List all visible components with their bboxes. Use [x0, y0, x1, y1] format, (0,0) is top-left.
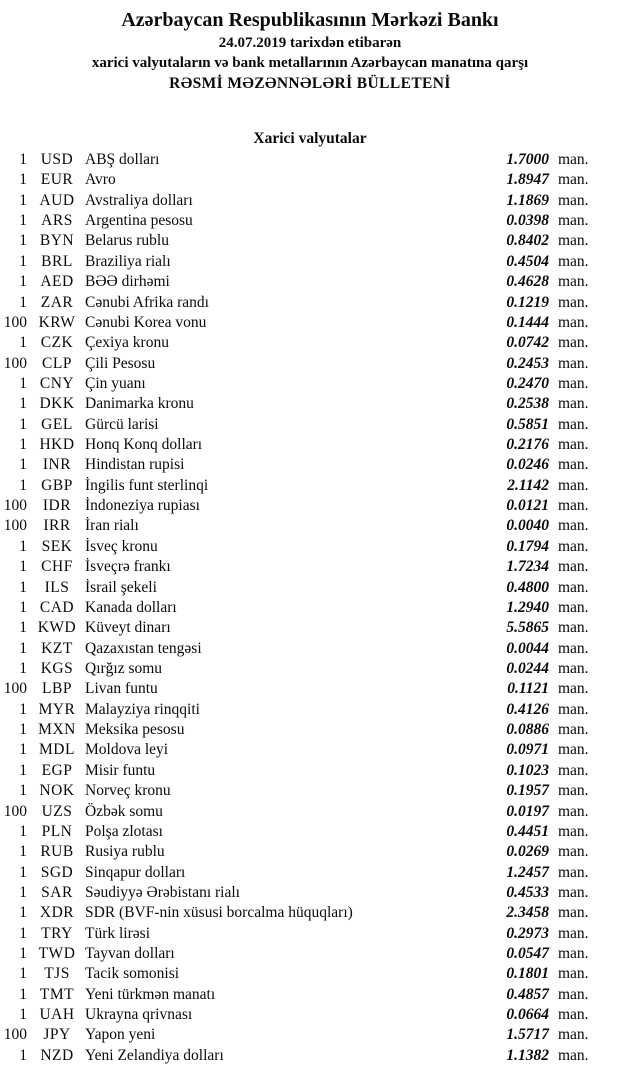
quantity-cell: 100	[3, 354, 27, 372]
unit-cell: man.	[558, 883, 589, 901]
date-line: 24.07.2019 tarixdən etibarən	[218, 35, 402, 51]
quantity-cell: 1	[19, 334, 27, 352]
currency-name-cell: Yeni türkmən manatı	[85, 985, 216, 1003]
currency-name-cell: Livan funtu	[85, 680, 158, 698]
table-row	[0, 557, 620, 577]
unit-cell: man.	[558, 151, 589, 168]
rate-cell: 0.1801	[506, 965, 549, 983]
currency-name-cell: Tayvan dolları	[85, 945, 175, 963]
quantity-cell: 1	[19, 293, 27, 311]
quantity-cell: 1	[19, 415, 27, 433]
currency-name-cell: Kanada dolları	[85, 598, 177, 616]
currency-code-cell: SAR	[41, 883, 73, 901]
currency-name-cell: Meksika pesosu	[85, 721, 185, 739]
table-row	[0, 720, 620, 740]
quantity-cell: 100	[3, 802, 27, 820]
currency-name-cell: Malayziya rinqqiti	[85, 700, 200, 718]
currency-name-cell: Qırğız somu	[85, 659, 163, 677]
quantity-cell: 1	[19, 822, 27, 840]
bulletin-title: RƏSMİ MƏZƏNNƏLƏRİ BÜLLETENİ	[169, 75, 451, 92]
rate-cell: 0.4451	[506, 822, 549, 840]
quantity-cell: 1	[19, 700, 27, 718]
table-row	[0, 740, 620, 760]
unit-cell: man.	[558, 171, 589, 189]
unit-cell: man.	[558, 232, 589, 250]
unit-cell: man.	[558, 252, 589, 270]
currency-name-cell: Ukrayna qrivnası	[85, 1006, 193, 1024]
unit-cell: man.	[558, 415, 589, 433]
unit-cell: man.	[558, 293, 589, 311]
unit-cell: man.	[558, 782, 589, 800]
currency-code-cell: ARS	[41, 212, 73, 230]
quantity-cell: 1	[19, 761, 27, 779]
quantity-cell: 1	[19, 1046, 27, 1064]
rate-cell: 5.5865	[506, 619, 549, 637]
currency-name-cell: Avro	[85, 171, 116, 189]
rate-cell: 0.0269	[506, 843, 549, 861]
quantity-cell: 1	[19, 151, 27, 168]
quantity-cell: 100	[3, 313, 27, 331]
currency-code-cell: TJS	[44, 965, 70, 983]
unit-cell: man.	[558, 476, 589, 494]
table-row	[0, 272, 620, 292]
table-row	[0, 516, 620, 536]
unit-cell: man.	[558, 802, 589, 820]
currency-code-cell: LBP	[42, 680, 72, 698]
table-row	[0, 639, 620, 659]
quantity-cell: 1	[19, 252, 27, 270]
currency-code-cell: NOK	[39, 782, 75, 800]
currency-code-cell: KZT	[41, 639, 73, 657]
rate-cell: 1.5717	[506, 1026, 549, 1044]
quantity-cell: 100	[3, 517, 27, 535]
table-row	[0, 618, 620, 638]
rate-cell: 0.0197	[506, 802, 549, 820]
quantity-cell: 1	[19, 374, 27, 392]
currency-code-cell: CHF	[41, 558, 73, 576]
currency-name-cell: Küveyt dinarı	[85, 619, 171, 637]
section-title: Xarici valyutalar	[253, 130, 367, 147]
quantity-cell: 1	[19, 659, 27, 677]
table-row	[0, 883, 620, 903]
currency-name-cell: İran rialı	[85, 517, 139, 535]
rate-cell: 0.4628	[506, 273, 549, 291]
unit-cell: man.	[558, 659, 589, 677]
currency-name-cell: İsveç kronu	[85, 537, 158, 555]
rate-cell: 0.0040	[506, 517, 549, 535]
unit-cell: man.	[558, 313, 589, 331]
rate-cell: 0.1444	[506, 313, 549, 331]
quantity-cell: 1	[19, 191, 27, 209]
table-row	[0, 1025, 620, 1045]
currency-name-cell: Polşa zlotası	[85, 822, 163, 840]
currency-name-cell: Çin yuanı	[85, 374, 146, 392]
quantity-cell: 1	[19, 924, 27, 942]
currency-name-cell: SDR (BVF-nin xüsusi borcalma hüquqları)	[85, 904, 353, 922]
table-row	[0, 333, 620, 353]
quantity-cell: 1	[19, 843, 27, 861]
table-row	[0, 578, 620, 598]
quantity-cell: 1	[19, 721, 27, 739]
currency-name-cell: Honq Konq dolları	[85, 436, 203, 454]
unit-cell: man.	[558, 191, 589, 209]
currency-name-cell: Argentina pesosu	[85, 212, 193, 230]
table-row	[0, 455, 620, 475]
currency-code-cell: KWD	[37, 619, 77, 637]
table-row	[0, 252, 620, 272]
currency-name-cell: Braziliya rialı	[85, 252, 171, 270]
unit-cell: man.	[558, 273, 589, 291]
currency-name-cell: Çili Pesosu	[85, 354, 156, 372]
quantity-cell: 1	[19, 537, 27, 555]
currency-code-cell: BRL	[41, 252, 73, 270]
table-row	[0, 293, 620, 313]
currency-name-cell: Norveç kronu	[85, 782, 171, 800]
table-row	[0, 802, 620, 822]
table-row	[0, 985, 620, 1005]
currency-code-cell: NZD	[40, 1046, 74, 1064]
table-row	[0, 394, 620, 414]
currency-code-cell: KGS	[40, 659, 74, 677]
quantity-cell: 1	[19, 232, 27, 250]
currency-name-cell: Gürcü larisi	[85, 415, 159, 433]
currency-name-cell: Türk lirəsi	[85, 924, 150, 942]
currency-code-cell: ILS	[44, 578, 70, 596]
currency-name-cell: Səudiyyə Ərəbistanı rialı	[85, 883, 240, 901]
currency-code-cell: CLP	[42, 354, 72, 372]
table-row	[0, 354, 620, 374]
currency-code-cell: SEK	[41, 537, 73, 555]
currency-code-cell: MXN	[38, 721, 76, 739]
quantity-cell: 1	[19, 212, 27, 230]
rate-cell: 1.8947	[506, 171, 549, 189]
unit-cell: man.	[558, 761, 589, 779]
currency-name-cell: Cənubi Korea vonu	[85, 313, 207, 331]
subtitle-line: xarici valyutaların və bank metallarının Azərbaycan manatına qarşı	[91, 55, 529, 71]
quantity-cell: 1	[19, 639, 27, 657]
table-row	[0, 170, 620, 190]
currency-name-cell: ABŞ dolları	[85, 151, 160, 168]
unit-cell: man.	[558, 578, 589, 596]
quantity-cell: 1	[19, 985, 27, 1003]
bank-title: Azərbaycan Respublikasının Mərkəzi Bankı	[121, 9, 499, 31]
table-row	[0, 842, 620, 862]
rate-cell: 0.0886	[506, 721, 549, 739]
currency-code-cell: USD	[40, 151, 74, 168]
table-row	[0, 211, 620, 231]
quantity-cell: 1	[19, 741, 27, 759]
unit-cell: man.	[558, 374, 589, 392]
quantity-cell: 1	[19, 619, 27, 637]
currency-code-cell: INR	[42, 456, 72, 474]
rate-cell: 2.3458	[506, 904, 549, 922]
quantity-cell: 1	[19, 1006, 27, 1024]
table-row	[0, 496, 620, 516]
unit-cell: man.	[558, 558, 589, 576]
table-row	[0, 944, 620, 964]
currency-name-cell: Misir funtu	[85, 761, 156, 779]
table-row	[0, 924, 620, 944]
table-row	[0, 863, 620, 883]
quantity-cell: 1	[19, 863, 27, 881]
bulletin-header	[0, 0, 620, 94]
table-row	[0, 231, 620, 251]
currency-name-cell: Rusiya rublu	[85, 843, 165, 861]
quantity-cell: 1	[19, 782, 27, 800]
unit-cell: man.	[558, 497, 589, 515]
currency-code-cell: RUB	[40, 843, 74, 861]
currency-code-cell: IDR	[42, 497, 72, 515]
currency-name-cell: BƏƏ dirhəmi	[85, 273, 170, 291]
unit-cell: man.	[558, 1006, 589, 1024]
currency-code-cell: KRW	[38, 313, 76, 331]
currency-code-cell: BYN	[39, 232, 75, 250]
table-row	[0, 191, 620, 211]
currency-name-cell: Yapon yeni	[85, 1026, 156, 1044]
currency-code-cell: DKK	[39, 395, 75, 413]
currency-name-cell: Belarus rublu	[85, 232, 169, 250]
rate-cell: 0.0246	[506, 456, 549, 474]
rate-cell: 1.2940	[506, 598, 549, 616]
table-row	[0, 435, 620, 455]
quantity-cell: 1	[19, 598, 27, 616]
table-row	[0, 598, 620, 618]
currency-name-cell: Özbək somu	[85, 802, 163, 820]
rate-cell: 0.5851	[506, 415, 549, 433]
rate-cell: 1.2457	[506, 863, 549, 881]
currency-name-cell: Moldova leyi	[85, 741, 169, 759]
quantity-cell: 1	[19, 904, 27, 922]
currency-name-cell: İsveçrə frankı	[85, 558, 171, 576]
rate-cell: 0.0547	[506, 945, 549, 963]
unit-cell: man.	[558, 212, 589, 230]
table-row	[0, 700, 620, 720]
rates-table	[0, 150, 620, 1066]
quantity-cell: 1	[19, 395, 27, 413]
quantity-cell: 1	[19, 476, 27, 494]
currency-name-cell: İngilis funt sterlinqi	[85, 476, 209, 494]
currency-code-cell: PLN	[41, 822, 73, 840]
table-row	[0, 822, 620, 842]
quantity-cell: 1	[19, 273, 27, 291]
rate-cell: 0.0664	[506, 1006, 549, 1024]
unit-cell: man.	[558, 436, 589, 454]
unit-cell: man.	[558, 537, 589, 555]
rate-cell: 0.4126	[506, 700, 549, 718]
currency-code-cell: TMT	[39, 985, 75, 1003]
quantity-cell: 1	[19, 171, 27, 189]
unit-cell: man.	[558, 619, 589, 637]
unit-cell: man.	[558, 517, 589, 535]
currency-code-cell: JPY	[43, 1026, 71, 1044]
rate-cell: 0.0121	[506, 497, 549, 515]
rate-cell: 0.1023	[506, 761, 549, 779]
rate-cell: 1.1382	[506, 1046, 549, 1064]
table-row	[0, 537, 620, 557]
unit-cell: man.	[558, 1046, 589, 1064]
rate-cell: 0.2176	[506, 436, 549, 454]
rate-cell: 0.4857	[506, 985, 549, 1003]
quantity-cell: 1	[19, 456, 27, 474]
rate-cell: 0.2973	[506, 924, 549, 942]
currency-name-cell: İsrail şekeli	[85, 578, 157, 596]
unit-cell: man.	[558, 863, 589, 881]
unit-cell: man.	[558, 822, 589, 840]
rate-cell: 0.2453	[506, 354, 549, 372]
rate-cell: 0.0742	[506, 334, 549, 352]
unit-cell: man.	[558, 985, 589, 1003]
unit-cell: man.	[558, 843, 589, 861]
unit-cell: man.	[558, 639, 589, 657]
quantity-cell: 1	[19, 883, 27, 901]
currency-code-cell: IRR	[43, 517, 71, 535]
table-row	[0, 903, 620, 923]
currency-name-cell: Qazaxıstan tengəsi	[85, 639, 202, 657]
unit-cell: man.	[558, 334, 589, 352]
rate-cell: 1.7000	[506, 151, 549, 168]
quantity-cell: 1	[19, 436, 27, 454]
rate-cell: 0.0244	[506, 659, 549, 677]
currency-code-cell: UAH	[39, 1006, 75, 1024]
unit-cell: man.	[558, 456, 589, 474]
rate-cell: 0.1219	[506, 293, 549, 311]
table-row	[0, 313, 620, 333]
currency-name-cell: İndoneziya rupiası	[85, 497, 200, 515]
rate-cell: 0.2538	[506, 395, 549, 413]
rate-cell: 0.0971	[506, 741, 549, 759]
currency-name-cell: Sinqapur dolları	[85, 863, 186, 881]
quantity-cell: 100	[3, 497, 27, 515]
rate-cell: 0.1794	[506, 537, 549, 555]
currency-code-cell: EUR	[40, 171, 74, 189]
currency-code-cell: GBP	[41, 476, 73, 494]
currency-code-cell: GEL	[41, 415, 73, 433]
rate-cell: 0.4800	[506, 578, 549, 596]
currency-name-cell: Tacik somonisi	[85, 965, 180, 983]
rate-cell: 1.1869	[506, 191, 549, 209]
currency-code-cell: MYR	[38, 700, 76, 718]
table-row	[0, 761, 620, 781]
unit-cell: man.	[558, 924, 589, 942]
table-row	[0, 679, 620, 699]
unit-cell: man.	[558, 965, 589, 983]
quantity-cell: 1	[19, 945, 27, 963]
table-row	[0, 1005, 620, 1025]
currency-code-cell: XDR	[39, 904, 75, 922]
rate-cell: 0.8402	[506, 232, 549, 250]
unit-cell: man.	[558, 395, 589, 413]
rate-cell: 0.4504	[506, 252, 549, 270]
unit-cell: man.	[558, 598, 589, 616]
currency-code-cell: TRY	[41, 924, 73, 942]
currency-name-cell: Yeni Zelandiya dolları	[85, 1046, 224, 1064]
quantity-cell: 1	[19, 965, 27, 983]
table-row	[0, 1046, 620, 1066]
quantity-cell: 100	[3, 1026, 27, 1044]
table-row	[0, 415, 620, 435]
currency-code-cell: HKD	[39, 436, 75, 454]
rate-cell: 0.1957	[506, 782, 549, 800]
table-row	[0, 150, 620, 170]
currency-code-cell: CAD	[39, 598, 75, 616]
rate-cell: 0.1121	[507, 680, 549, 698]
currency-code-cell: EGP	[41, 761, 73, 779]
currency-code-cell: CNY	[39, 374, 75, 392]
currency-code-cell: TWD	[38, 945, 76, 963]
currency-code-cell: AED	[40, 273, 74, 291]
quantity-cell: 1	[19, 578, 27, 596]
currency-name-cell: Danimarka kronu	[85, 395, 194, 413]
quantity-cell: 100	[3, 680, 27, 698]
table-row	[0, 476, 620, 496]
unit-cell: man.	[558, 945, 589, 963]
unit-cell: man.	[558, 741, 589, 759]
unit-cell: man.	[558, 721, 589, 739]
currency-code-cell: UZS	[41, 802, 73, 820]
currency-code-cell: ZAR	[40, 293, 74, 311]
quantity-cell: 1	[19, 558, 27, 576]
currency-name-cell: Avstraliya dolları	[85, 191, 193, 209]
unit-cell: man.	[558, 680, 589, 698]
currency-code-cell: CZK	[40, 334, 74, 352]
rate-cell: 1.7234	[506, 558, 549, 576]
rate-cell: 0.0044	[506, 639, 549, 657]
currency-code-cell: SGD	[40, 863, 74, 881]
table-row	[0, 374, 620, 394]
unit-cell: man.	[558, 1026, 589, 1044]
currency-name-cell: Cənubi Afrika randı	[85, 293, 209, 311]
currency-name-cell: Çexiya kronu	[85, 334, 169, 352]
currency-code-cell: MDL	[39, 741, 75, 759]
rate-cell: 0.2470	[506, 374, 549, 392]
unit-cell: man.	[558, 904, 589, 922]
table-row	[0, 964, 620, 984]
rate-cell: 2.1142	[507, 476, 549, 494]
table-row	[0, 781, 620, 801]
currency-code-cell: AUD	[39, 191, 75, 209]
table-row	[0, 659, 620, 679]
unit-cell: man.	[558, 354, 589, 372]
rate-cell: 0.0398	[506, 212, 549, 230]
rate-cell: 0.4533	[506, 883, 549, 901]
currency-name-cell: Hindistan rupisi	[85, 456, 185, 474]
unit-cell: man.	[558, 700, 589, 718]
